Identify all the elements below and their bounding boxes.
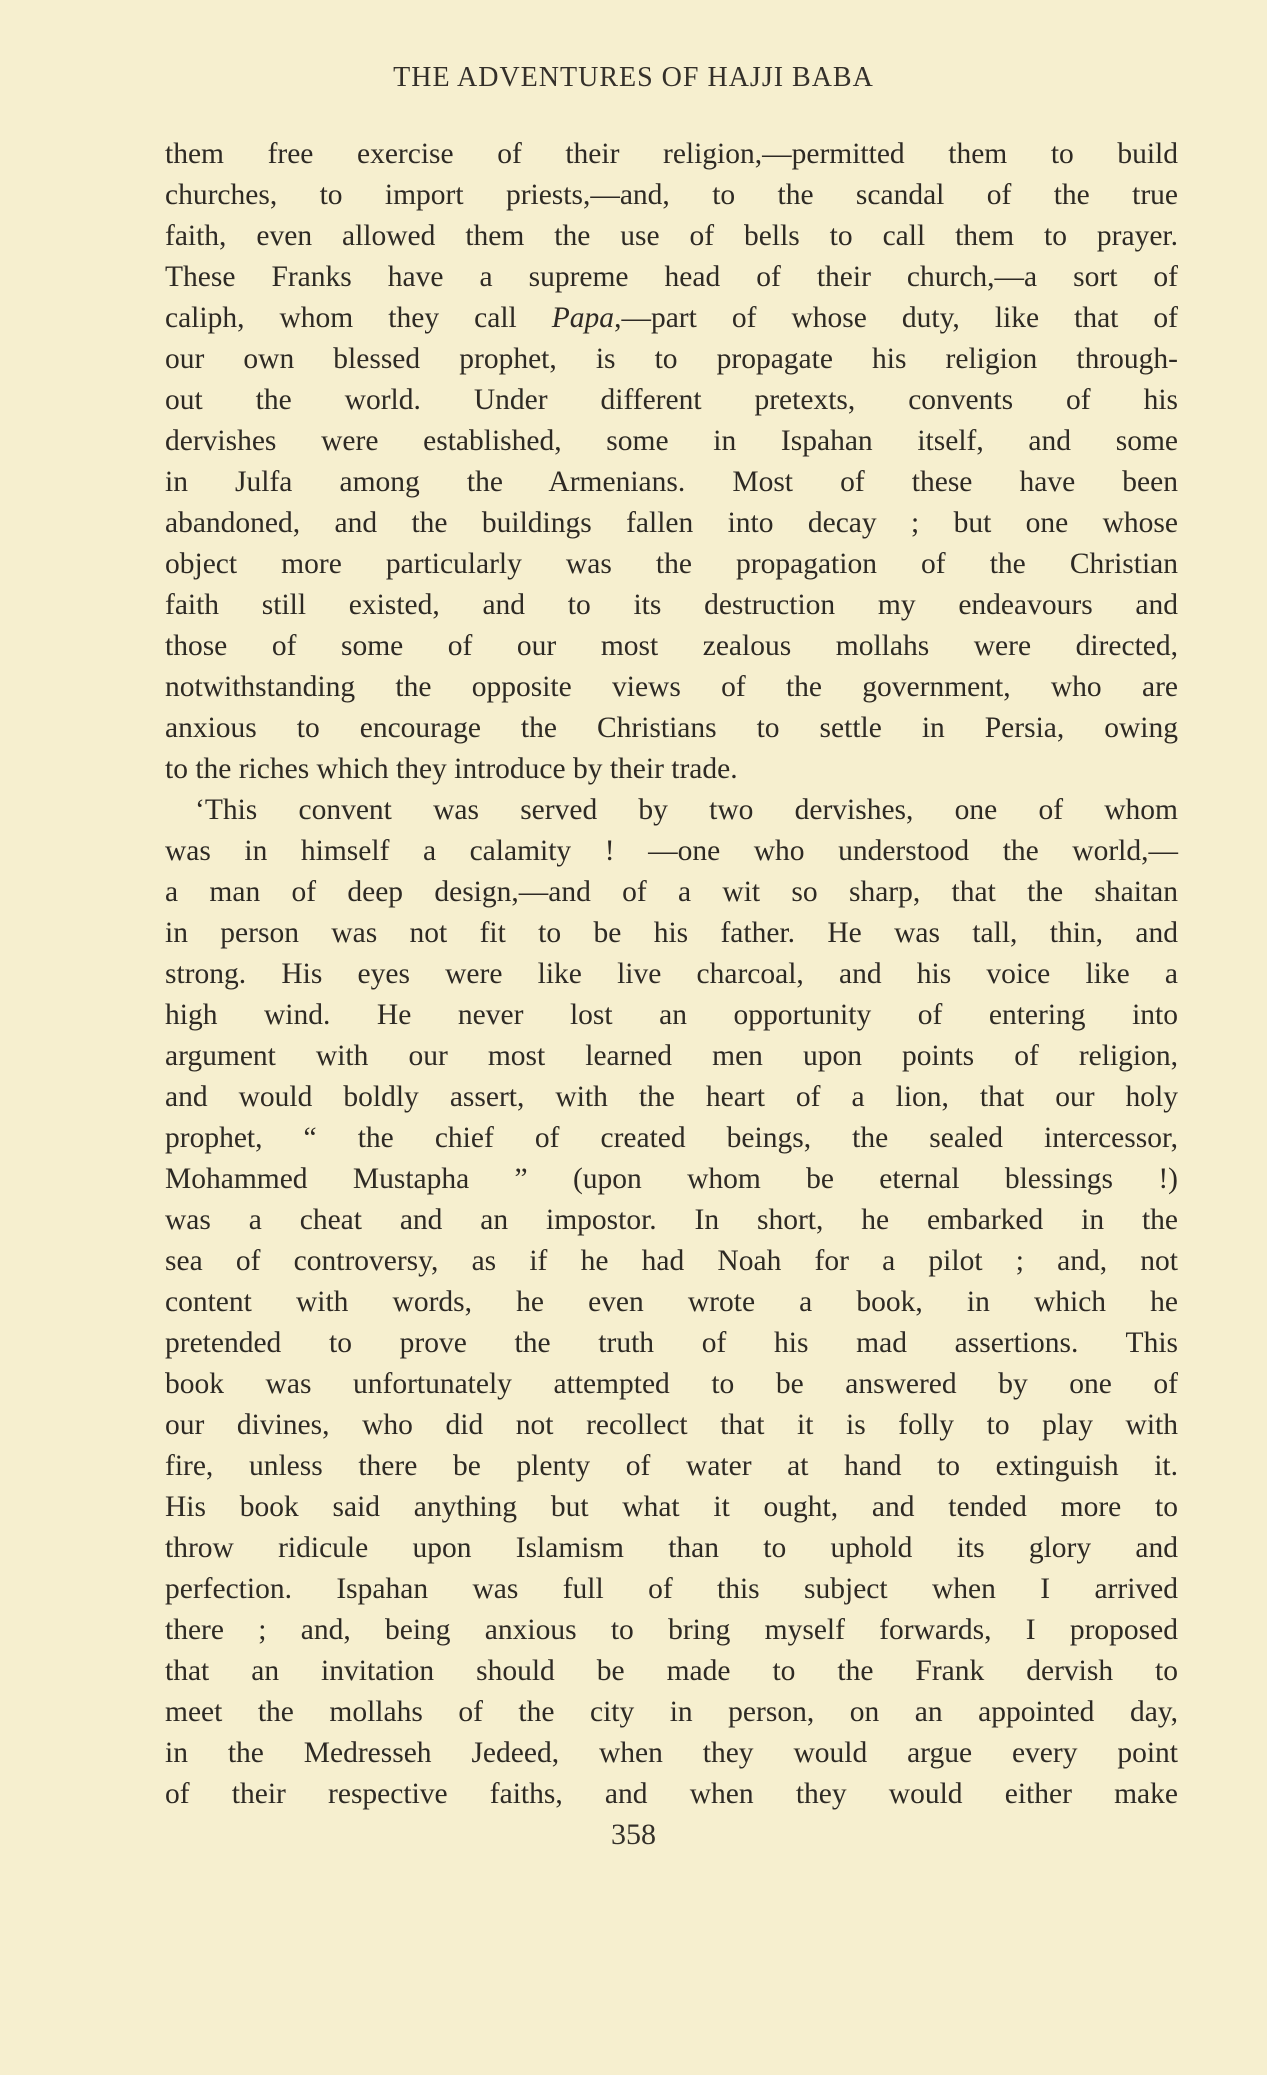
running-header: THE ADVENTURES OF HAJJI BABA: [393, 62, 874, 93]
text-line: Mohammed Mustapha ” (upon whom be eternal blessings !): [165, 1163, 1178, 1195]
text-line: a man of deep design,—and of a wit so sharp, that the shaitan: [165, 876, 1178, 908]
text-line: to the riches which they introduce by their trade.: [165, 753, 738, 785]
text-line: dervishes were established, some in Ispahan itself, and some: [165, 425, 1178, 457]
text-line: caliph, whom they call Papa,—part of whose duty, like that of: [165, 302, 1179, 334]
text-line: book was unfortunately attempted to be answered by one of: [165, 1368, 1178, 1400]
page-number: 358: [611, 1818, 656, 1851]
text-line: object more particularly was the propagation of the Christian: [165, 548, 1178, 580]
text-line: those of some of our most zealous mollahs were directed,: [165, 630, 1178, 662]
text-line: notwithstanding the opposite views of the government, who are: [165, 671, 1178, 703]
text-line: perfection. Ispahan was full of this subject when I arrived: [165, 1573, 1178, 1605]
text-line: These Franks have a supreme head of their church,—a sort of: [165, 261, 1178, 293]
text-line: ‘This convent was served by two dervishes, one of whom: [195, 794, 1178, 826]
text-line: in Julfa among the Armenians. Most of these have been: [165, 466, 1178, 498]
text-line: argument with our most learned men upon points of religion,: [165, 1040, 1178, 1072]
text-line: faith still existed, and to its destruction my endeavours and: [165, 589, 1178, 621]
text-line: meet the mollahs of the city in person, on an appointed day,: [165, 1696, 1178, 1728]
text-line: churches, to import priests,—and, to the scandal of the true: [165, 179, 1178, 211]
text-line: out the world. Under different pretexts, convents of his: [165, 384, 1178, 416]
text-line: in the Medresseh Jedeed, when they would argue every point: [165, 1737, 1178, 1769]
text-line: our divines, who did not recollect that it is folly to play with: [165, 1409, 1178, 1441]
text-line: strong. His eyes were like live charcoal, and his voice like a: [165, 958, 1178, 990]
text-line: of their respective faiths, and when they would either make: [165, 1778, 1178, 1810]
text-line: in person was not fit to be his father. He was tall, thin, and: [165, 917, 1178, 949]
text-line: abandoned, and the buildings fallen into decay ; but one whose: [165, 507, 1178, 539]
text-line: high wind. He never lost an opportunity of entering into: [165, 999, 1178, 1031]
text-line: was a cheat and an impostor. In short, he embarked in the: [165, 1204, 1178, 1236]
text-line: there ; and, being anxious to bring myself forwards, I proposed: [165, 1614, 1178, 1646]
text-line: faith, even allowed them the use of bells to call them to prayer.: [165, 220, 1178, 252]
page-body-text: [165, 134, 1178, 1815]
text-line: throw ridicule upon Islamism than to uphold its glory and: [165, 1532, 1178, 1564]
text-line: our own blessed prophet, is to propagate his religion through-: [165, 343, 1178, 375]
text-line: His book said anything but what it ought, and tended more to: [165, 1491, 1178, 1523]
text-line: was in himself a calamity ! —one who understood the world,—: [165, 835, 1178, 867]
text-line: them free exercise of their religion,—permitted them to build: [165, 138, 1178, 170]
text-line: sea of controversy, as if he had Noah for a pilot ; and, not: [165, 1245, 1178, 1277]
text-line: and would boldly assert, with the heart of a lion, that our holy: [165, 1081, 1178, 1113]
text-line: fire, unless there be plenty of water at hand to extinguish it.: [165, 1450, 1178, 1482]
text-line: anxious to encourage the Christians to settle in Persia, owing: [165, 712, 1178, 744]
text-line: that an invitation should be made to the Frank dervish to: [165, 1655, 1178, 1687]
text-line: pretended to prove the truth of his mad assertions. This: [165, 1327, 1178, 1359]
text-line: content with words, he even wrote a book, in which he: [165, 1286, 1178, 1318]
text-line: prophet, “ the chief of created beings, the sealed intercessor,: [165, 1122, 1178, 1154]
